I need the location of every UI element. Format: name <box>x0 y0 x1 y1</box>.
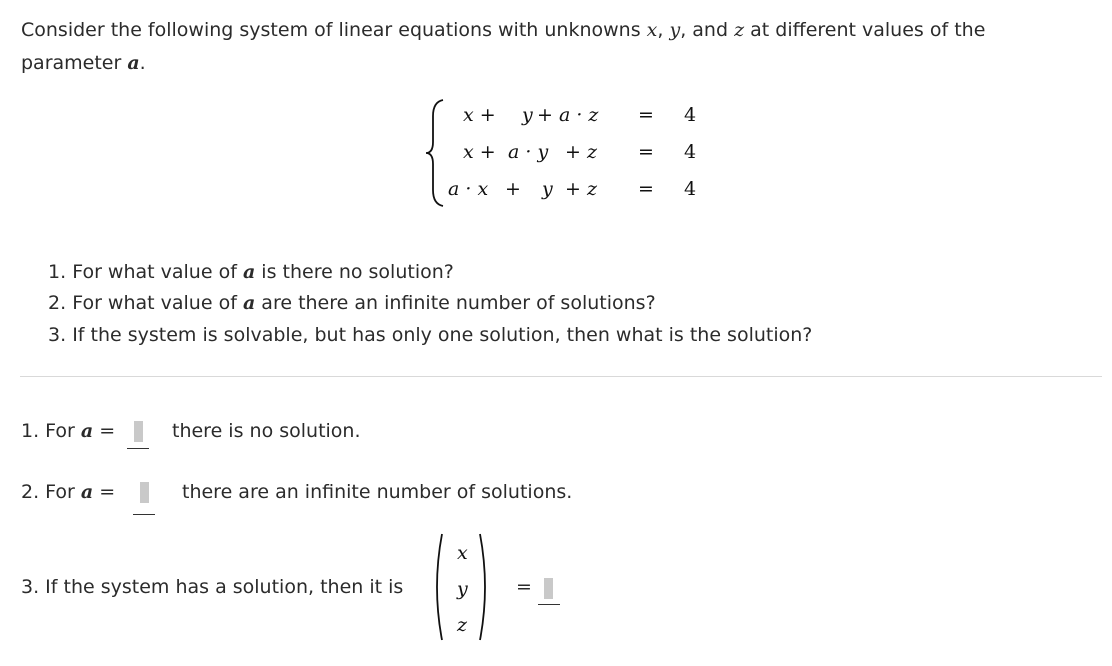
question-text: For what value of <box>72 292 237 314</box>
vector-x: x <box>457 542 468 564</box>
vector-y: y <box>457 578 468 600</box>
eq-row2-c4: + z <box>565 141 597 163</box>
intro-and: , and <box>680 19 729 41</box>
question-number: 3. <box>48 324 67 346</box>
intro-text-2: at different values of the <box>750 19 986 41</box>
vector-z: z <box>457 614 468 636</box>
eq-row1-c3: y <box>522 104 533 126</box>
answer-3-prefix: 3. If the system has a solution, then it is <box>21 576 404 598</box>
answer-1-equals: = <box>99 420 116 442</box>
var-a: a <box>127 52 140 74</box>
answer-1-input[interactable] <box>134 421 143 442</box>
vector-right-paren <box>478 532 492 642</box>
question-number: 2. <box>48 292 67 314</box>
eq-row1-rhs: 4 <box>684 104 697 126</box>
answer-3-input[interactable] <box>544 578 553 599</box>
question-text: If the system is solvable, but has only one solution, then what is the solution? <box>72 324 813 346</box>
question-1 <box>48 261 454 283</box>
answer-2-pre: 2. For <box>21 481 75 503</box>
var-x: x <box>646 19 658 41</box>
question-var-a: a <box>242 261 256 283</box>
answer-3-underline <box>538 604 560 605</box>
intro-comma: , <box>657 19 664 41</box>
question-text-post: is there no solution? <box>261 261 454 283</box>
eq-row2-c3: a · y <box>508 141 549 163</box>
answer-3-equals: = <box>516 576 532 598</box>
var-y: y <box>669 19 681 41</box>
eq-row3-c1: a · x <box>448 178 489 200</box>
var-z: z <box>734 19 745 41</box>
answer-2-var: a <box>80 481 94 503</box>
solution-vector <box>430 532 495 644</box>
intro-text-1: Consider the following system of linear equations with unknowns <box>21 19 641 41</box>
intro-line-2 <box>21 52 146 74</box>
eq-row3-equals: = <box>638 178 654 200</box>
answer-2-underline <box>133 514 155 515</box>
equation-system <box>420 96 720 208</box>
answer-2-prefix <box>21 481 115 503</box>
answer-2-suffix: there are an infinite number of solutions. <box>182 481 573 503</box>
answer-1-pre: 1. For <box>21 420 75 442</box>
section-divider <box>20 376 1102 377</box>
answer-1-suffix: there is no solution. <box>172 420 361 442</box>
question-text: For what value of <box>72 261 237 283</box>
vector-left-paren <box>430 532 444 642</box>
question-3 <box>48 324 812 346</box>
answer-2-input[interactable] <box>140 482 149 503</box>
answer-1-var: a <box>80 420 94 442</box>
intro-period: . <box>139 52 146 74</box>
left-brace <box>425 98 447 208</box>
answer-1-prefix <box>21 420 115 442</box>
question-2 <box>48 292 656 314</box>
eq-row2-rhs: 4 <box>684 141 697 163</box>
intro-line-1 <box>21 19 985 41</box>
answer-2-equals: = <box>99 481 116 503</box>
eq-row2-c2: x + <box>463 141 496 163</box>
question-text-post: are there an infinite number of solutions? <box>261 292 656 314</box>
eq-row3-c2: + <box>505 178 521 200</box>
eq-row1-equals: = <box>638 104 654 126</box>
eq-row2-equals: = <box>638 141 654 163</box>
eq-row3-rhs: 4 <box>684 178 697 200</box>
eq-row3-c4: + z <box>565 178 597 200</box>
eq-row1-c2: x + <box>463 104 496 126</box>
intro-text-3: parameter <box>21 52 122 74</box>
eq-row1-c4: + a · z <box>537 104 599 126</box>
question-var-a: a <box>242 292 256 314</box>
eq-row3-c3: y <box>542 178 553 200</box>
answer-1-underline <box>127 448 149 449</box>
question-number: 1. <box>48 261 67 283</box>
